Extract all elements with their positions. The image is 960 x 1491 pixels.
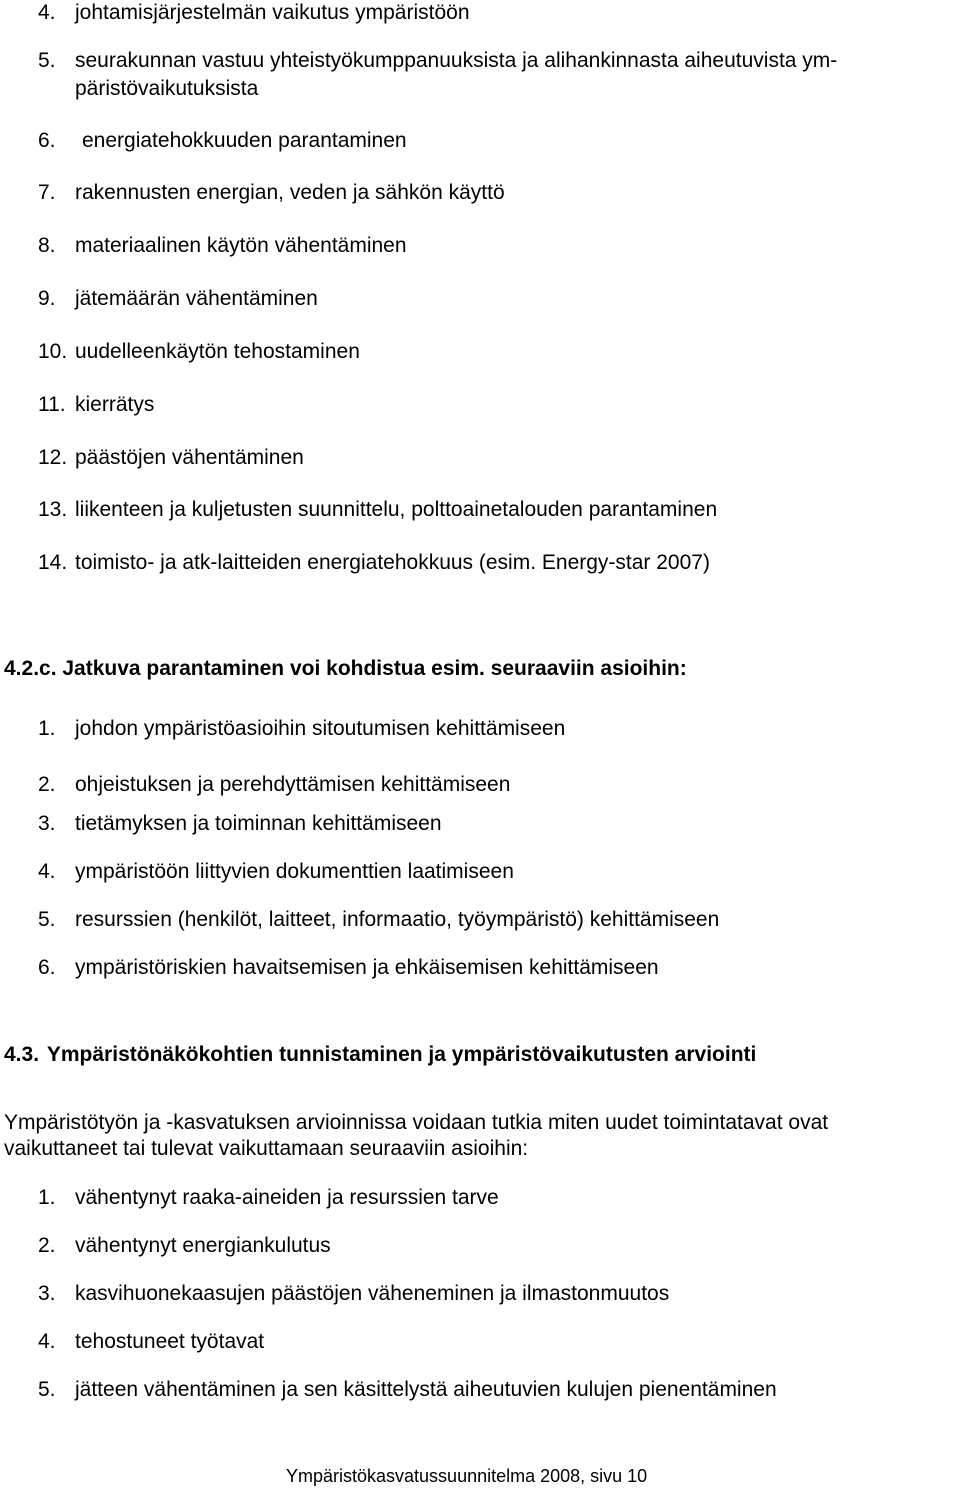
list-item-text: liikenteen ja kuljetusten suunnittelu, polttoainetalouden parantaminen xyxy=(75,498,718,521)
list-item-text: päristövaikutuksista xyxy=(75,77,259,100)
list-item-number: 10. xyxy=(38,340,68,363)
list-item-number: 14. xyxy=(38,551,68,574)
list-item-number: 2. xyxy=(38,1234,56,1257)
list-item-text: tehostuneet työtavat xyxy=(75,1330,265,1353)
list-item-text: jätemäärän vähentäminen xyxy=(75,287,318,310)
list-item-number: 13. xyxy=(38,498,68,521)
list-item-number: 4. xyxy=(38,1330,56,1353)
list-item-number: 3. xyxy=(38,812,56,835)
list-item-text: ohjeistuksen ja perehdyttämisen kehittämiseen xyxy=(75,773,511,796)
list-item-text: seurakunnan vastuu yhteistyökumppanuuksista ja alihankinnasta aiheutuvista ym- xyxy=(75,49,838,72)
list-item-number: 5. xyxy=(38,1378,56,1401)
section-title: Ympäristönäkökohtien tunnistaminen ja ympäristövaikutusten arviointi xyxy=(46,1043,757,1066)
list-item-text: päästöjen vähentäminen xyxy=(75,446,304,469)
paragraph-line: vaikuttaneet tai tulevat vaikuttamaan seuraaviin asioihin: xyxy=(4,1137,529,1160)
list-item-text: uudelleenkäytön tehostaminen xyxy=(75,340,360,363)
list-item-text: kasvihuonekaasujen päästöjen väheneminen ja ilmastonmuutos xyxy=(75,1282,670,1305)
list-item-number: 6. xyxy=(38,129,56,152)
list-item-number: 1. xyxy=(38,1186,56,1209)
list-item-number: 8. xyxy=(38,234,56,257)
list-item-text: vähentynyt raaka-aineiden ja resurssien tarve xyxy=(75,1186,499,1209)
list-item-number: 11. xyxy=(38,393,66,416)
list-item-number: 5. xyxy=(38,908,56,931)
list-item-number: 4. xyxy=(38,860,56,883)
list-item-text: rakennusten energian, veden ja sähkön käyttö xyxy=(75,181,505,204)
page-footer: Ympäristökasvatussuunnitelma 2008, sivu 10 xyxy=(286,1466,648,1486)
list-item-text: jätteen vähentäminen ja sen käsittelystä aiheutuvien kulujen pienentäminen xyxy=(75,1378,777,1401)
list-item-number: 1. xyxy=(38,717,56,740)
list-item-number: 12. xyxy=(38,446,68,469)
list-item-number: 5. xyxy=(38,49,56,72)
section-number: 4.3. xyxy=(4,1043,40,1066)
list-item-number: 3. xyxy=(38,1282,56,1305)
list-item-text: energiatehokkuuden parantaminen xyxy=(82,129,407,152)
list-item-text: ympäristöön liittyvien dokumenttien laatimiseen xyxy=(75,860,514,883)
list-item-number: 6. xyxy=(38,956,56,979)
list-item-text: toimisto- ja atk-laitteiden energiatehokkuus (esim. Energy-star 2007) xyxy=(75,551,710,574)
paragraph-line: Ympäristötyön ja -kasvatuksen arvioinnissa voidaan tutkia miten uudet toimintatavat ovat xyxy=(4,1111,829,1134)
list-item-number: 7. xyxy=(38,181,56,204)
list-item-number: 2. xyxy=(38,773,56,796)
section-heading xyxy=(4,1042,756,1068)
list-item-text: materiaalinen käytön vähentäminen xyxy=(75,234,407,257)
section-heading: 4.2.c. Jatkuva parantaminen voi kohdistua esim. seuraaviin asioihin: xyxy=(4,657,687,680)
list-item-text: johdon ympäristöasioihin sitoutumisen kehittämiseen xyxy=(75,717,566,740)
list-item-text: resurssien (henkilöt, laitteet, informaatio, työympäristö) kehittämiseen xyxy=(75,908,720,931)
list-item-text: johtamisjärjestelmän vaikutus ympäristöön xyxy=(75,1,470,24)
list-item-text: tietämyksen ja toiminnan kehittämiseen xyxy=(75,812,442,835)
list-item-text: kierrätys xyxy=(75,393,155,416)
list-item-number: 4. xyxy=(38,1,56,24)
paragraph xyxy=(4,1110,959,1162)
list-item-number: 9. xyxy=(38,287,56,310)
list-item-text: ympäristöriskien havaitsemisen ja ehkäisemisen kehittämiseen xyxy=(75,956,659,979)
list-item-text: vähentynyt energiankulutus xyxy=(75,1234,331,1257)
